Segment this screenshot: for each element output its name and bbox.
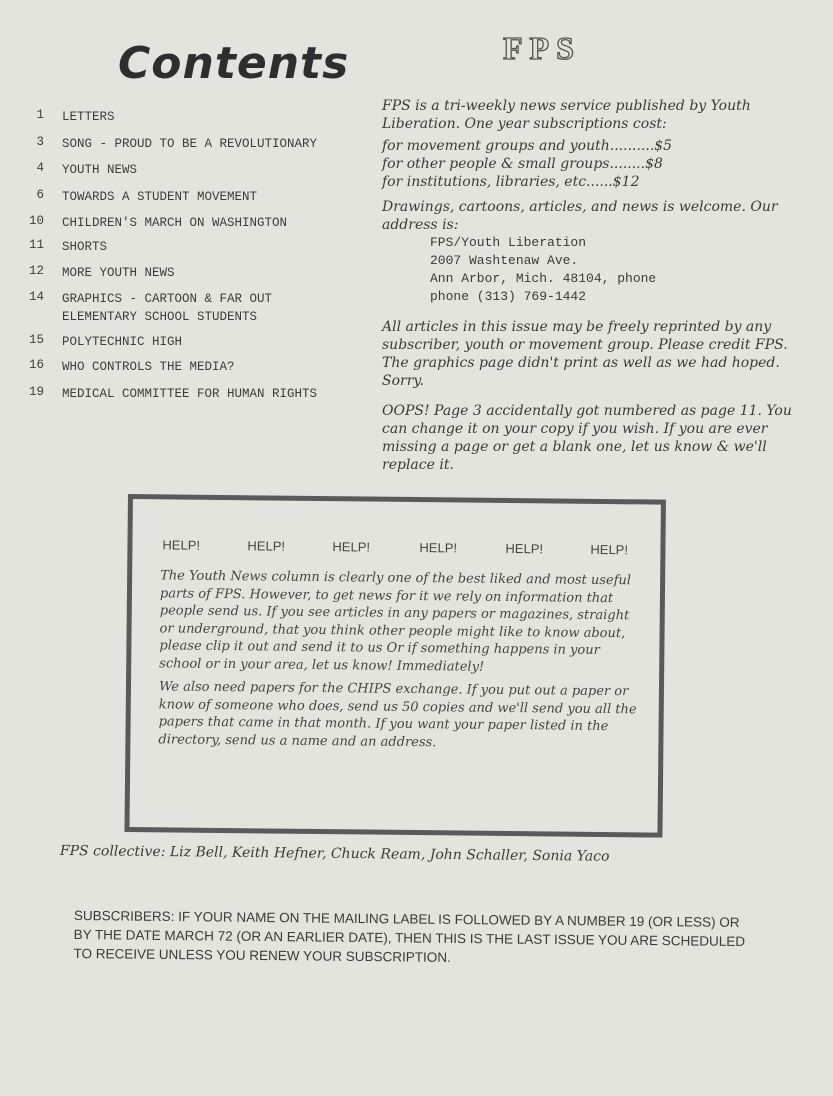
toc-page-number: 11 [28,238,44,252]
reprint-notice: All articles in this issue may be freely reprinted by any subscriber, youth or movement group. Please credit FPS. The graphics page didn't print as well as we had hoped. Sorry. [382,319,788,389]
intro-column [382,97,802,474]
help-shout: HELP! [419,540,458,556]
address-line: FPS/Youth Liberation [430,235,587,250]
toc-title: GRAPHICS - CARTOON & FAR OUT ELEMENTARY SCHOOL STUDENTS [62,292,273,324]
toc-page-number: 15 [28,333,44,347]
help-paragraph: The Youth News column is clearly one of the best liked and most useful parts of FPS. However, to get news for it we rely on information that people send us. If you see articles in any papers or magazines, straight or underground, that you think other people might like to know about, please clip it out and send it to us Or if something happens in your school or in your area, let us know! Immediately! [159,568,632,675]
help-box [124,494,666,838]
price-line: for other people & small groups........$8 [382,156,663,172]
mailing-address [382,234,802,306]
toc-title: LETTERS [62,110,115,124]
help-paragraph: We also need papers for the CHIPS exchange. If you put out a paper or know of someone who does, send us 50 copies and we'll send you all the papers that came in that month. If you want your paper listed in the directory, send us a name and an address. [158,679,637,750]
collective-credits: FPS collective: Liz Bell, Keith Hefner, Chuck Ream, John Schaller, Sonia Yaco [59,843,610,865]
help-shout: HELP! [162,537,201,553]
address-line: Ann Arbor, Mich. 48104, phone [430,271,657,286]
toc-page-number: 16 [28,358,44,372]
help-shout: HELP! [505,540,544,557]
toc-page-number: 12 [28,264,44,278]
address-line: phone (313) 769-1442 [430,289,587,304]
toc-page-number: 3 [36,135,44,149]
contents-heading: Contents [118,38,350,89]
help-shout: HELP! [247,538,286,554]
price-list [382,137,802,191]
subscribers-notice: SUBSCRIBERS: IF YOUR NAME ON THE MAILING LABEL IS FOLLOWED BY A NUMBER 19 (OR LESS) OR BY THE DATE MARCH 72 (OR AN EARLIER DATE), THEN THIS IS THE LAST ISSUE YOU ARE SCHEDULED TO RECEIVE UNLESS YOU RENEW YOUR SUBSCRIPTION. [73,907,746,965]
address-line: 2007 Washtenaw Ave. [430,253,579,268]
toc-title: POLYTECHNIC HIGH [62,335,183,349]
toc-title: MEDICAL COMMITTEE FOR HUMAN RIGHTS [62,387,318,401]
toc-title: SHORTS [62,240,108,254]
toc-page-number: 19 [28,385,44,399]
welcome-text: Drawings, cartoons, articles, and news is welcome. Our address is: [382,199,778,233]
toc-page-number: 6 [36,188,44,202]
toc-title: CHILDREN'S MARCH ON WASHINGTON [62,216,288,230]
subscription-lead: FPS is a tri-weekly news service published by Youth Liberation. One year subscriptions cost: [382,98,751,132]
toc-title: WHO CONTROLS THE MEDIA? [62,360,235,374]
toc-title: TOWARDS A STUDENT MOVEMENT [62,190,258,204]
price-line: for institutions, libraries, etc......$12 [382,174,640,190]
oops-notice: OOPS! Page 3 accidentally got numbered as page 11. You can change it on your copy if you wish. If you are ever missing a page or get a blank one, let us know & we'll replace it. [382,403,792,473]
help-shout: HELP! [590,541,629,558]
help-shouts [157,537,640,562]
help-shout: HELP! [332,539,371,555]
toc-page-number: 14 [28,290,44,304]
fps-masthead: FPS [503,30,581,66]
toc-page-number: 1 [36,108,44,122]
price-line: for movement groups and youth..........$5 [382,138,673,154]
help-body [158,567,640,759]
toc-title: SONG - PROUD TO BE A REVOLUTIONARY [62,137,318,151]
toc-title: MORE YOUTH NEWS [62,266,175,280]
toc-page-number: 4 [36,161,44,175]
toc-page-number: 10 [28,214,44,228]
toc-title: YOUTH NEWS [62,163,138,177]
